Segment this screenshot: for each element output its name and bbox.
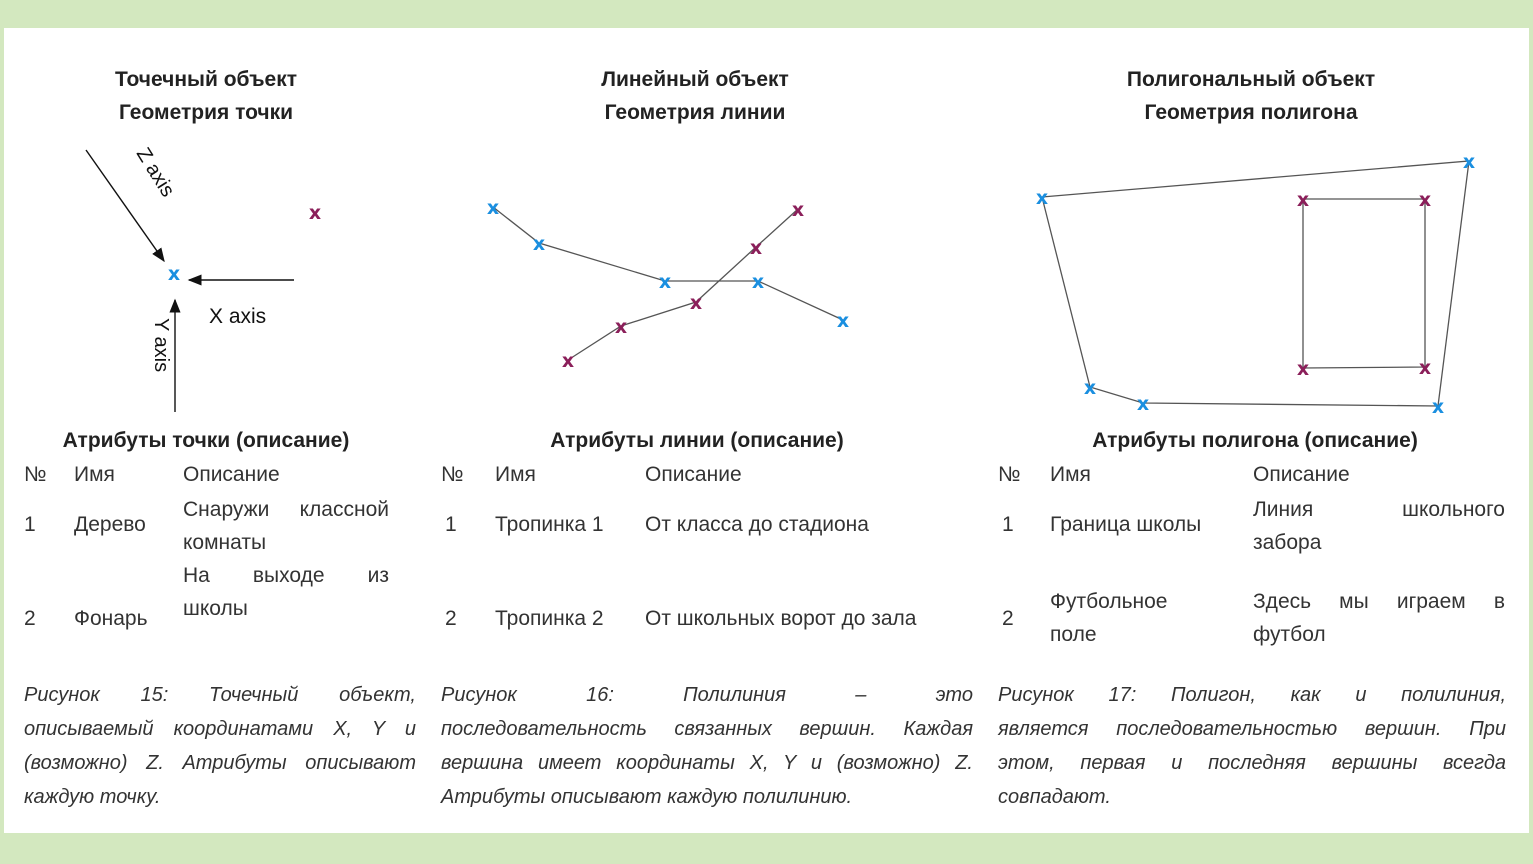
point-title-line1: Точечный объект <box>114 68 298 91</box>
line-row1-name: Тропинка 1 <box>495 513 604 536</box>
vertex-blue-1: x <box>486 197 500 219</box>
point-caption-line4: каждую точку. <box>24 786 161 808</box>
polygon-panel <box>998 28 1526 833</box>
line-caption-line4: Атрибуты описывают каждую полилинию. <box>441 786 853 808</box>
vertex-blue-5: x <box>836 310 850 332</box>
point-attr-title: Атрибуты точки (описание) <box>62 429 350 452</box>
point-row2-name: Фонарь <box>74 607 148 630</box>
point-row1-desc-line1: Снаружи классной <box>183 498 389 521</box>
line-title-line1: Линейный объект <box>601 68 789 91</box>
line-row2-name: Тропинка 2 <box>495 607 604 630</box>
line-title-line2: Геометрия линии <box>604 101 786 124</box>
point-row2-desc-line1: На выходе из <box>183 564 389 587</box>
boundary-vertex-2: x <box>1462 151 1476 173</box>
line-caption <box>441 678 973 814</box>
polygon-header-num: № <box>998 463 1021 486</box>
point-header-name: Имя <box>74 463 115 486</box>
polygon-caption-line3: этом, первая и последняя вершины всегда <box>998 752 1506 774</box>
polygon-row1-num: 1 <box>1002 513 1014 536</box>
field-vertices <box>1297 189 1431 380</box>
z-axis-label: Z axis <box>131 143 179 201</box>
line-header-name: Имя <box>495 463 536 486</box>
boundary-vertex-3: x <box>1431 396 1445 418</box>
line-row2-num: 2 <box>445 607 457 630</box>
line-panel <box>441 28 981 833</box>
polygon-attr-title: Атрибуты полигона (описание) <box>1092 429 1418 452</box>
field-vertex-4: x <box>1296 358 1310 380</box>
polygon-row2-desc-line1: Здесь мы играем в <box>1253 590 1505 613</box>
boundary-vertex-1: x <box>1035 187 1049 209</box>
polygon-row2-desc-line2: футбол <box>1253 623 1326 646</box>
point-row2-desc-line2: школы <box>183 597 248 620</box>
polygon-title-line2: Геометрия полигона <box>1144 101 1358 124</box>
vertex-purple-3: x <box>689 292 703 314</box>
point-row1-name: Дерево <box>74 513 146 536</box>
football-field-polygon <box>1303 199 1425 368</box>
point-header-num: № <box>24 463 47 486</box>
vertex-purple-5: x <box>791 199 805 221</box>
line-header-num: № <box>441 463 464 486</box>
point-row2-num: 2 <box>24 607 36 630</box>
vertex-blue-4: x <box>751 271 765 293</box>
field-vertex-2: x <box>1418 189 1432 211</box>
polygon-header-name: Имя <box>1050 463 1091 486</box>
line-caption-line2: последовательность связанных вершин. Каждая <box>441 718 973 740</box>
polygon-geometry-diagram <box>998 28 1526 428</box>
polygon-caption-line4: совпадают. <box>998 786 1111 808</box>
point-row1-desc-line2: комнаты <box>183 531 267 554</box>
boundary-vertex-5: x <box>1083 377 1097 399</box>
point-row1-num: 1 <box>24 513 36 536</box>
boundary-vertices <box>1036 151 1475 418</box>
polygon-row2-name-line2: поле <box>1050 623 1097 646</box>
field-vertex-3: x <box>1418 357 1432 379</box>
polyline-path-1 <box>493 207 843 320</box>
point-vertex-origin: x <box>167 263 181 285</box>
polygon-row1-desc-line2: забора <box>1253 531 1322 554</box>
polygon-row1-desc-line1: Линия школьного <box>1253 498 1505 521</box>
point-panel <box>4 28 434 833</box>
vertex-purple-4: x <box>749 237 763 259</box>
line-caption-line3: вершина имеет координаты X, Y и (возможно) Z. <box>441 752 973 774</box>
point-header-desc: Описание <box>183 463 280 486</box>
polygon-row2-num: 2 <box>1002 607 1014 630</box>
vertex-purple-1: x <box>561 350 575 372</box>
line-geometry-diagram <box>441 28 981 428</box>
polygon-caption <box>998 678 1506 814</box>
polygon-caption-line2: является последовательностью вершин. При <box>998 718 1506 740</box>
school-boundary-polygon <box>1042 161 1469 406</box>
line-caption-line1: Рисунок 16: Полилиния – это <box>441 684 973 706</box>
point-vertex-tree: x <box>308 202 322 224</box>
line-row1-desc: От класса до стадиона <box>645 513 869 536</box>
slide-page <box>4 28 1529 833</box>
point-title-line2: Геометрия точки <box>118 101 294 124</box>
vertex-blue-3: x <box>658 271 672 293</box>
line-row2-desc: От школьных ворот до зала <box>645 607 917 630</box>
field-vertex-1: x <box>1296 189 1310 211</box>
point-caption-line3: (возможно) Z. Атрибуты описывают <box>24 752 416 774</box>
vertex-blue-2: x <box>532 233 546 255</box>
line-row1-num: 1 <box>445 513 457 536</box>
point-caption-line1: Рисунок 15: Точечный объект, <box>24 684 416 706</box>
polygon-caption-line1: Рисунок 17: Полигон, как и полилиния, <box>998 684 1506 706</box>
y-axis-label: Y axis <box>150 318 172 373</box>
line-header-desc: Описание <box>645 463 742 486</box>
line-attr-title: Атрибуты линии (описание) <box>550 429 844 452</box>
polygon-row1-name: Граница школы <box>1050 513 1202 536</box>
point-caption <box>24 678 416 814</box>
point-geometry-diagram <box>4 28 434 428</box>
polygon-row2-name-line1: Футбольное <box>1050 590 1168 613</box>
x-axis-label: X axis <box>209 305 267 328</box>
polygon-title-line1: Полигональный объект <box>1126 68 1376 91</box>
vertex-purple-2: x <box>614 316 628 338</box>
polygon-header-desc: Описание <box>1253 463 1350 486</box>
boundary-vertex-4: x <box>1136 393 1150 415</box>
point-caption-line2: описываемый координатами X, Y и <box>24 718 416 740</box>
